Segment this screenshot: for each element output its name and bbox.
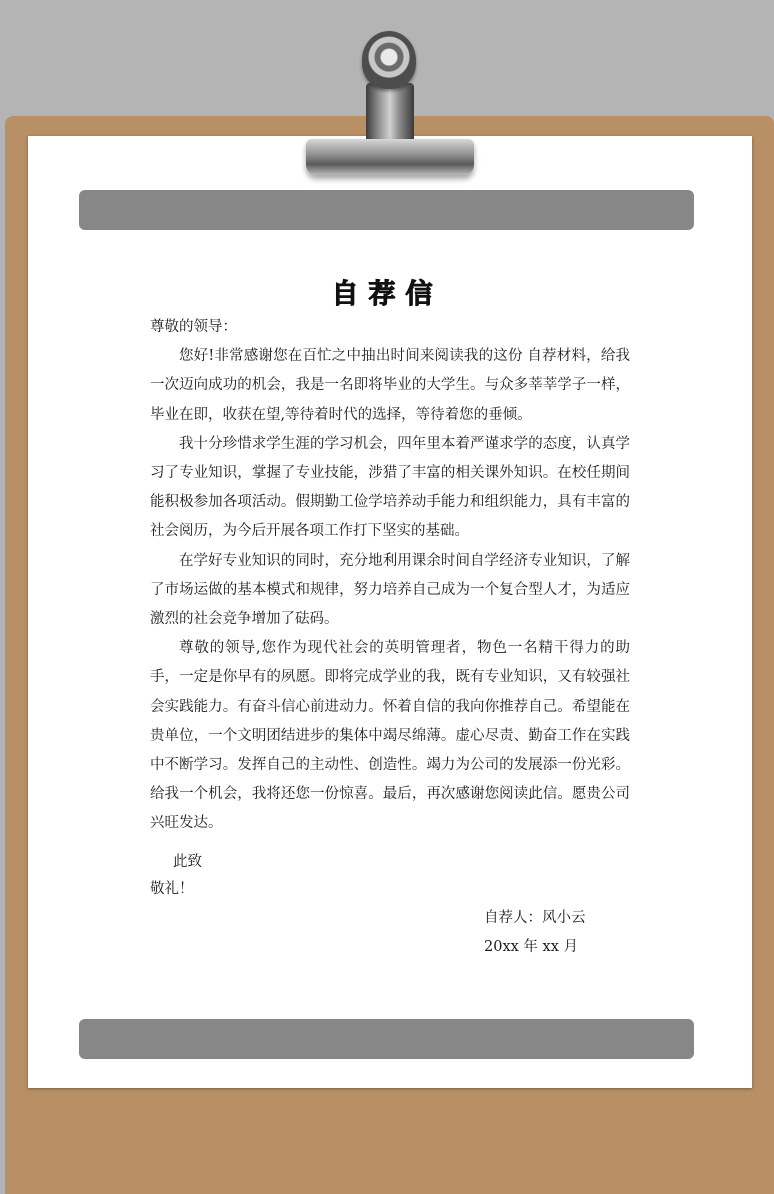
closing-greeting: 此致 (173, 854, 202, 870)
header-band (79, 190, 694, 230)
letter-body (150, 313, 630, 839)
binder-clip-base (306, 139, 474, 175)
signer-name: 自荐人：风小云 (484, 910, 586, 926)
letter-title: 自荐信 (331, 279, 443, 310)
binder-clip-ring (362, 31, 416, 89)
binder-clip-icon (300, 25, 480, 180)
letter-paragraph-2: 我十分珍惜求学生涯的学习机会，四年里本着严谨求学的态度，认真学习了专业知识，掌握了专业技能，涉猎了丰富的相关课外知识。在校任期间能积极参加各项活动。假期勤工俭学培养动手能力和组织能力，具有丰富的社会阅历，为今后开展各项工作打下坚实的基础。 (150, 435, 630, 540)
letter-paragraph-3: 在学好专业知识的同时，充分地利用课余时间自学经济专业知识，了解了市场运做的基本模式和规律，努力培养自己成为一个复合型人才，为适应激烈的社会竞争增加了砝码。 (150, 552, 630, 628)
letter-paragraph-4: 尊敬的领导,您作为现代社会的英明管理者，物色一名精干得力的助手，一定是你早有的夙愿。即将完成学业的我，既有专业知识，又有较强社会实践能力。有奋斗信心前进动力。怀着自信的我向你推荐自己。希望能在贵单位，一个文明团结进步的集体中竭尽绵薄。虚心尽责、勤奋工作在实践中不断学习。发挥自己的主动性、创造性。竭力为公司的发展添一份光彩。给我一个机会，我将还您一份惊喜。最后，再次感谢您阅读此信。愿贵公司兴旺发达。 (150, 640, 630, 832)
closing-salute: 敬礼！ (150, 881, 194, 897)
letter-paragraph-1: 您好!非常感谢您在百忙之中抽出时间来阅读我的这份 自荐材料，给我一次迈向成功的机会，我是一名即将毕业的大学生。与众多莘莘学子一样，毕业在即，收获在望,等待着时代的选择，等待着您的垂倾。 (150, 348, 630, 423)
letter-date: 20xx 年 xx 月 (484, 939, 578, 955)
letter-salutation: 尊敬的领导： (150, 319, 237, 335)
footer-band (79, 1019, 694, 1059)
